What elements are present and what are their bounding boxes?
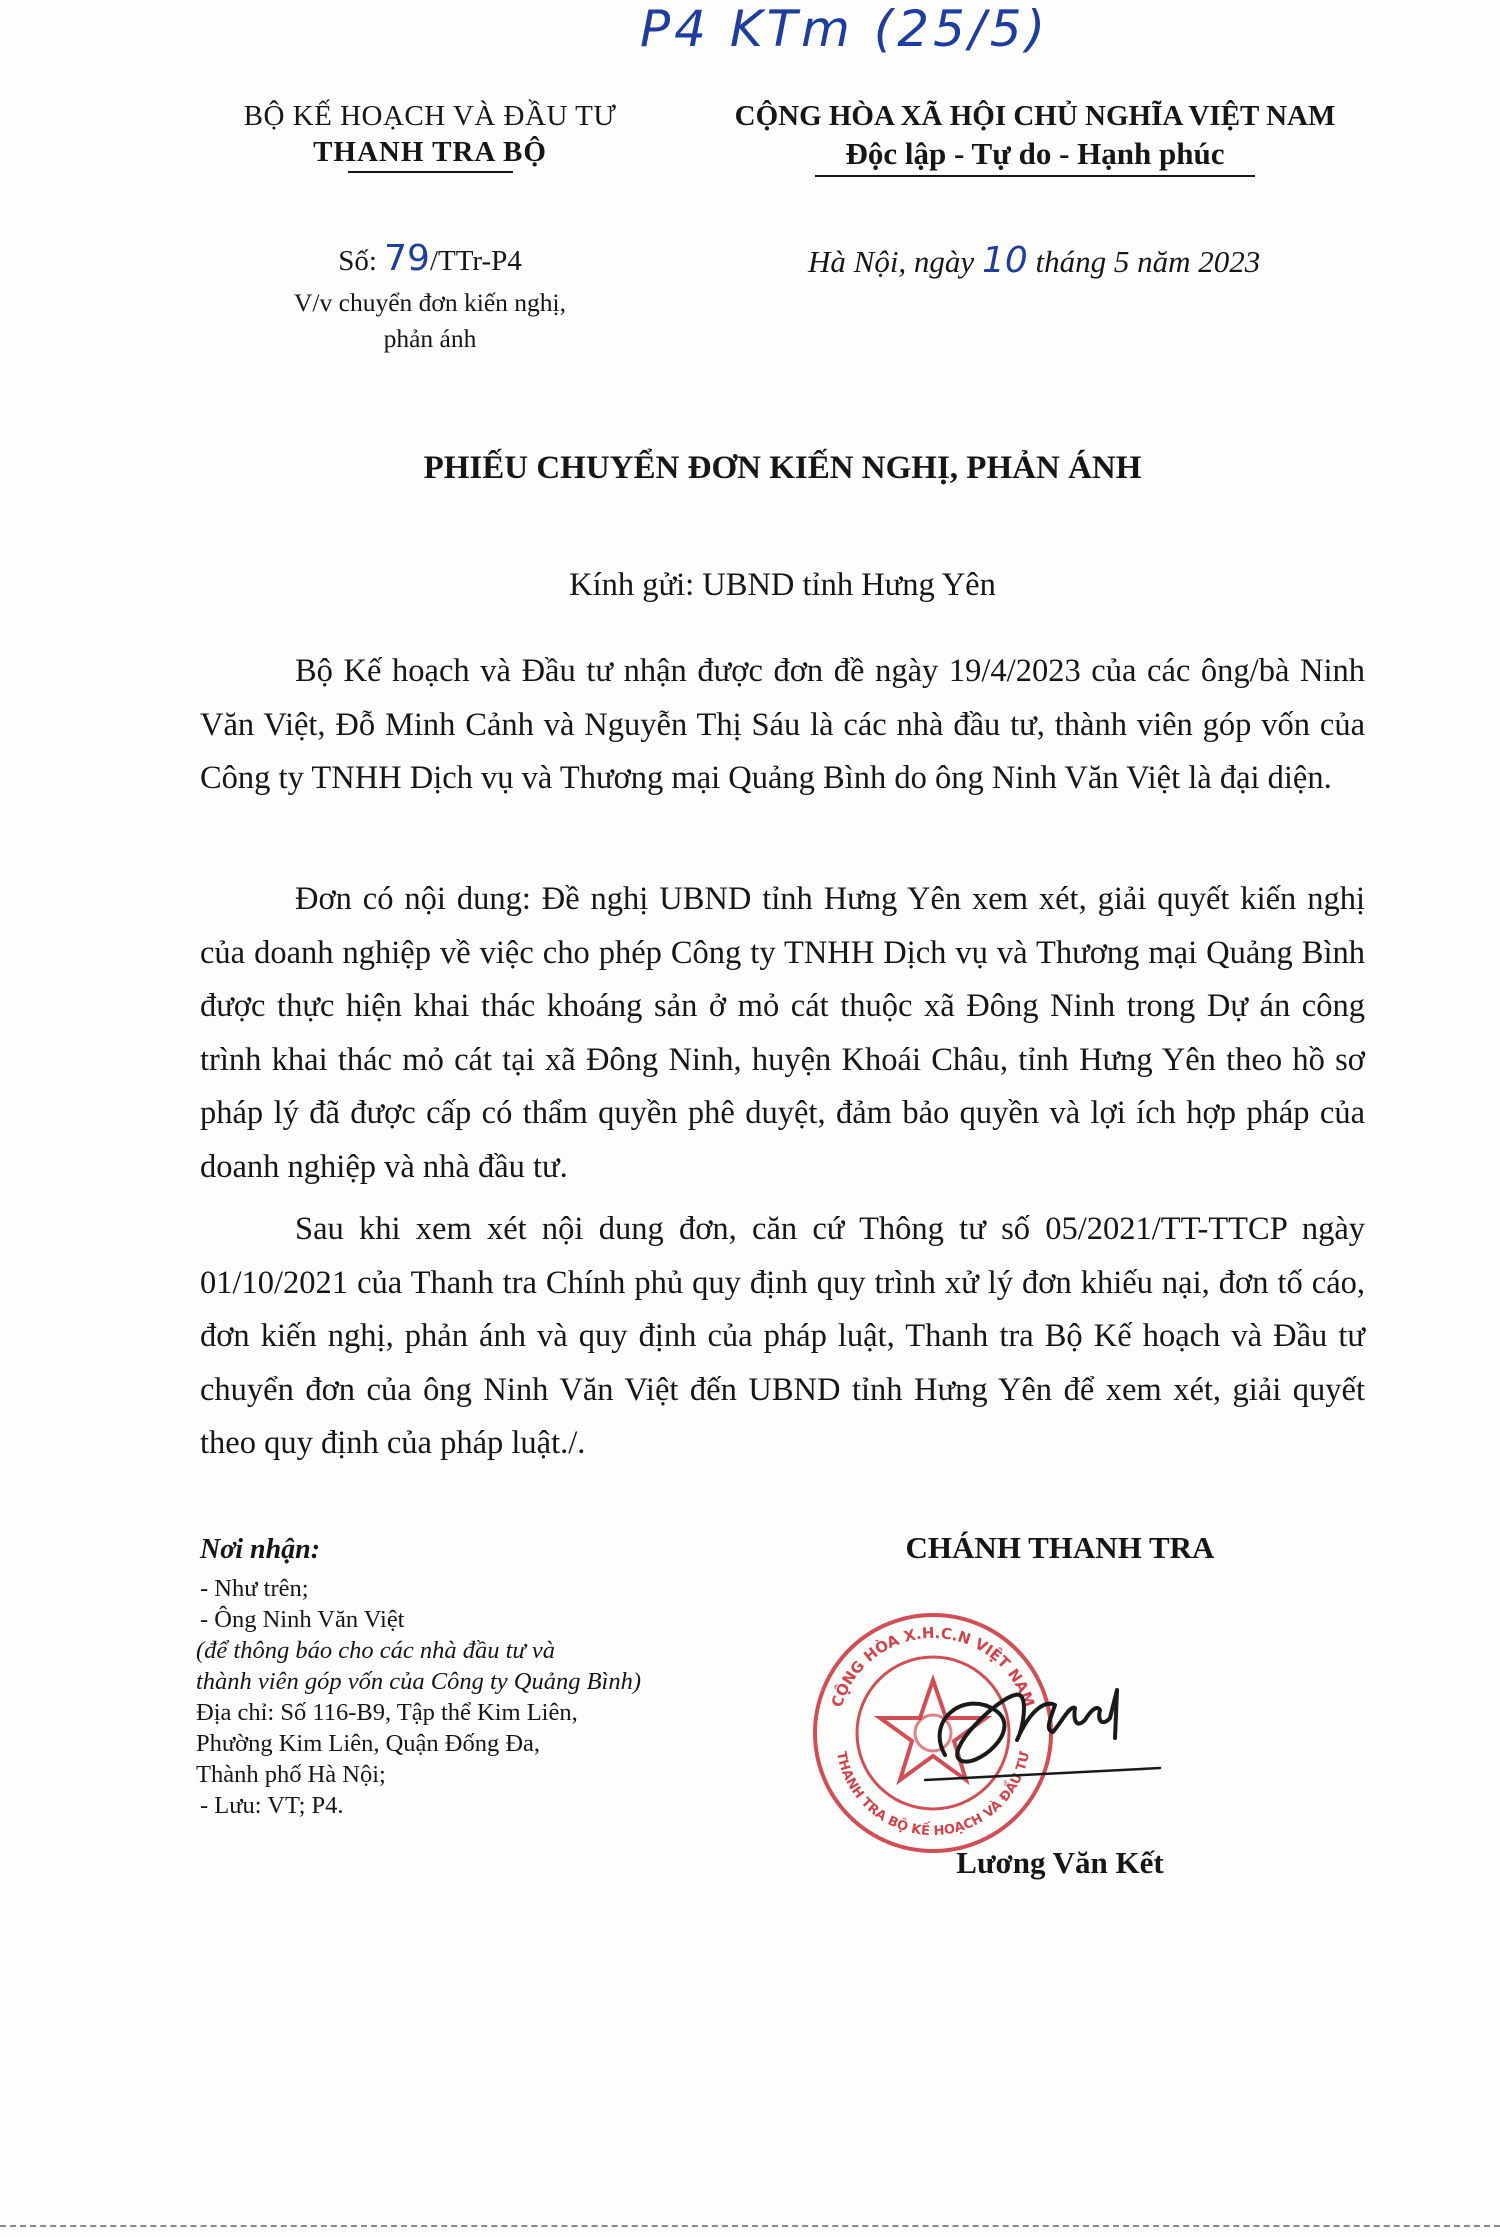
header-left: [200, 100, 660, 173]
date-rest: tháng 5 năm 2023: [1035, 244, 1261, 279]
motto-underline: [815, 175, 1255, 177]
agency-underline: [348, 171, 513, 173]
doc-number-suffix: /TTr-P4: [429, 245, 522, 277]
handwritten-note: P4 KTm (25/5): [640, 0, 1050, 58]
handwritten-signature: [905, 1660, 1165, 1800]
bottom-divider: [0, 2225, 1500, 2227]
body-paragraph-3: Sau khi xem xét nội dung đơn, căn cứ Thông tư số 05/2021/TT-TTCP ngày 01/10/2021 của Thanh tra Chính phủ quy định quy trình xử lý đơn khiếu nại, đơn tố cáo, đơn kiến nghị, phản ánh và quy định của pháp luật, Thanh tra Bộ Kế hoạch và Đầu tư chuyển đơn của ông Ninh Văn Việt đến UBND tỉnh Hưng Yên để xem xét, giải quyết theo quy định của pháp luật./.: [200, 1211, 1365, 1461]
motto: Độc lập - Tự do - Hạnh phúc: [845, 136, 1225, 171]
recipients-heading: Nơi nhận:: [200, 1534, 321, 1565]
country-name: CỘNG HÒA XÃ HỘI CHỦ NGHĨA VIỆT NAM: [734, 100, 1336, 132]
signer-name: Lương Văn Kết: [956, 1845, 1164, 1880]
agency-name: THANH TRA BỘ: [313, 136, 547, 168]
recipient-line: thành viên góp vốn của Công ty Quảng Bình): [196, 1668, 642, 1695]
signer-position: CHÁNH THANH TRA: [905, 1530, 1215, 1565]
subject-line-1: V/v chuyển đơn kiến nghị,: [294, 288, 566, 317]
recipient-line: - Như trên;: [200, 1575, 309, 1602]
recipient-line: Thành phố Hà Nội;: [196, 1761, 386, 1788]
recipient-line: Địa chỉ: Số 116-B9, Tập thể Kim Liên,: [196, 1699, 578, 1726]
seal-bottom-text: THANH TRA BỘ KẾ HOẠCH VÀ ĐẦU TƯ: [833, 1750, 1033, 1840]
body-paragraph-1: Bộ Kế hoạch và Đầu tư nhận được đơn đề ngày 19/4/2023 của các ông/bà Ninh Văn Việt, Đỗ Minh Cảnh và Nguyễn Thị Sáu là các nhà đầu tư, thành viên góp vốn của Công ty TNHH Dịch vụ và Thương mại Quảng Bình do ông Ninh Văn Việt là đại diện.: [200, 653, 1365, 796]
header-right: [690, 100, 1380, 177]
date-day-handwritten: 10: [981, 240, 1028, 281]
doc-number-handwritten: 79: [384, 238, 430, 279]
seal-outer-text: CỘNG HÒA X.H.C.N VIỆT NAM: [827, 1623, 1039, 1710]
doc-number-prefix: Số:: [338, 245, 377, 277]
subject: [200, 285, 660, 357]
recipient-line: (để thông báo cho các nhà đầu tư và: [196, 1637, 556, 1664]
recipient-line: Phường Kim Liên, Quận Đống Đa,: [196, 1730, 541, 1757]
recipient-line: - Lưu: VT; P4.: [200, 1792, 344, 1819]
date-line: [808, 240, 1260, 281]
body-paragraph-2: Đơn có nội dung: Đề nghị UBND tỉnh Hưng Yên xem xét, giải quyết kiến nghị của doanh nghiệp về việc cho phép Công ty TNHH Dịch vụ và Thương mại Quảng Bình được thực hiện khai thác khoáng sản ở mỏ cát thuộc xã Đông Ninh trong Dự án công trình khai thác mỏ cát tại xã Đông Ninh, huyện Khoái Châu, tỉnh Hưng Yên theo hồ sơ pháp lý đã được cấp có thẩm quyền phê duyệt, đảm bảo quyền và lợi ích hợp pháp của doanh nghiệp và nhà đầu tư.: [200, 881, 1365, 1185]
subject-line-2: phản ánh: [383, 324, 477, 353]
document-title: PHIẾU CHUYỂN ĐƠN KIẾN NGHỊ, PHẢN ÁNH: [423, 450, 1142, 486]
recipient-line: - Ông Ninh Văn Việt: [200, 1606, 405, 1633]
doc-number: [200, 238, 660, 279]
addressee: Kính gửi: UBND tỉnh Hưng Yên: [569, 567, 996, 603]
ministry-name: BỘ KẾ HOẠCH VÀ ĐẦU TƯ: [243, 100, 617, 132]
date-prefix: Hà Nội, ngày: [808, 244, 975, 279]
